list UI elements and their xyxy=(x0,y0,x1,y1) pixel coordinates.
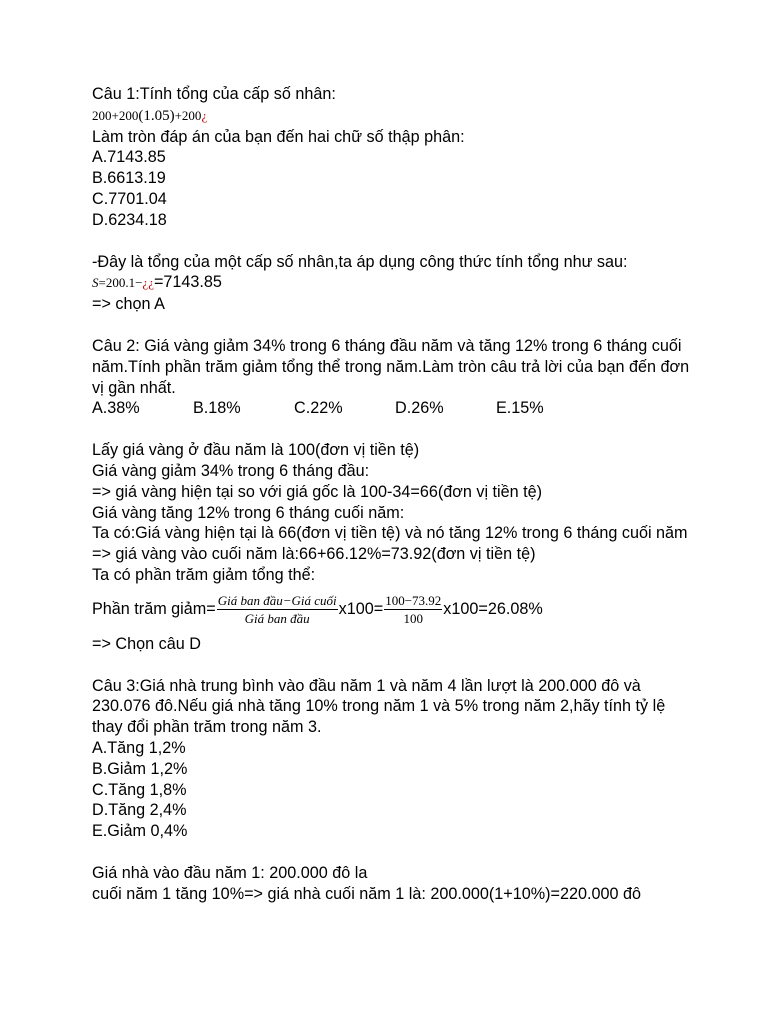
q1-formula-mid: =200.1− xyxy=(98,275,143,291)
q1-option-a: A.7143.85 xyxy=(92,148,166,167)
q1-expression xyxy=(92,105,692,127)
q1-formula xyxy=(92,272,692,294)
q2-option-d: D.26% xyxy=(395,399,444,418)
q2-solution-line: Giá vàng tăng 12% trong 6 tháng cuối năm: xyxy=(92,503,405,522)
q2-frac1-numerator: Giá ban đầu−Giá cuối xyxy=(217,593,337,609)
q2-frac2-numerator: 100−73.92 xyxy=(385,593,442,609)
q3-option-d: D.Tăng 2,4% xyxy=(92,801,187,820)
q2-fraction-1 xyxy=(217,593,338,626)
q2-options xyxy=(92,398,692,419)
q1-expr-tail: +200 xyxy=(174,107,202,123)
q2-option-e: E.15% xyxy=(496,399,544,418)
q1-expr-main: 200+200 xyxy=(92,107,139,123)
q1-option-b: B.6613.19 xyxy=(92,169,166,188)
q3-option-a: A.Tăng 1,2% xyxy=(92,738,186,757)
q1-instruction: Làm tròn đáp án của bạn đến hai chữ số thập phân: xyxy=(92,127,465,146)
q2-solution-line: => giá vàng hiện tại so với giá gốc là 100-34=66(đơn vị tiền tệ) xyxy=(92,482,543,501)
q2-answer: => Chọn câu D xyxy=(92,634,201,653)
q1-answer: => chọn A xyxy=(92,295,165,314)
q1-expr-glyph: ¿ xyxy=(201,107,208,123)
q2-formula-label: Phần trăm giảm= xyxy=(92,600,216,619)
q2-option-c: C.22% xyxy=(294,399,343,418)
q2-option-b: B.18% xyxy=(193,399,241,418)
q2-formula-mid: x100= xyxy=(338,600,384,619)
q3-question: Câu 3:Giá nhà trung bình vào đầu năm 1 và năm 4 lần lượt là 200.000 đô và 230.076 đô.Nếu giá nhà tăng 10% trong năm 1 và 5% trong năm 2,hãy tính tỷ lệ thay đổi phần trăm trong năm 3. xyxy=(92,676,666,737)
q3-option-b: B.Giảm 1,2% xyxy=(92,759,188,778)
q2-formula-result: x100=26.08% xyxy=(443,600,543,619)
q2-frac2-denominator: 100 xyxy=(403,611,423,627)
q2-solution-line: Lấy giá vàng ở đầu năm là 100(đơn vị tiền tệ) xyxy=(92,441,420,460)
document-page xyxy=(92,84,692,905)
q2-percent-formula xyxy=(92,586,692,634)
q3-solution-line: cuối năm 1 tăng 10%=> giá nhà cuối năm 1 là: 200.000(1+10%)=220.000 đô xyxy=(92,884,641,903)
q2-question: Câu 2: Giá vàng giảm 34% trong 6 tháng đầu năm và tăng 12% trong 6 tháng cuối năm.Tính phần trăm giảm tổng thể trong năm.Làm tròn câu trả lời của bạn đến đơn vị gần nhất. xyxy=(92,336,690,397)
q2-frac1-denominator: Giá ban đầu xyxy=(244,611,310,627)
q1-formula-s: S xyxy=(92,275,99,291)
q1-option-c: C.7701.04 xyxy=(92,189,167,208)
q1-expr-paren: (1.05) xyxy=(138,107,175,124)
q1-title: Câu 1:Tính tổng của cấp số nhân: xyxy=(92,85,336,103)
q2-solution-line: Giá vàng giảm 34% trong 6 tháng đầu: xyxy=(92,461,370,480)
q3-option-e: E.Giảm 0,4% xyxy=(92,822,188,841)
q3-option-c: C.Tăng 1,8% xyxy=(92,780,187,799)
q1-formula-result: =7143.85 xyxy=(153,273,222,292)
q2-option-a: A.38% xyxy=(92,399,140,418)
q2-solution-line: Ta có:Giá vàng hiện tại là 66(đơn vị tiền tệ) và nó tăng 12% trong 6 tháng cuối năm xyxy=(92,524,688,543)
q1-formula-glyph: ¿¿ xyxy=(142,275,154,291)
q3-solution-line: Giá nhà vào đầu năm 1: 200.000 đô la xyxy=(92,863,368,882)
q2-solution-line: => giá vàng vào cuối năm là:66+66.12%=73.92(đơn vị tiền tệ) xyxy=(92,545,536,564)
q2-fraction-2 xyxy=(384,593,442,626)
q1-explanation: -Đây là tổng của một cấp số nhân,ta áp dụng công thức tính tổng như sau: xyxy=(92,252,628,271)
q1-option-d: D.6234.18 xyxy=(92,210,167,229)
q2-solution-line: Ta có phần trăm giảm tổng thể: xyxy=(92,565,316,584)
